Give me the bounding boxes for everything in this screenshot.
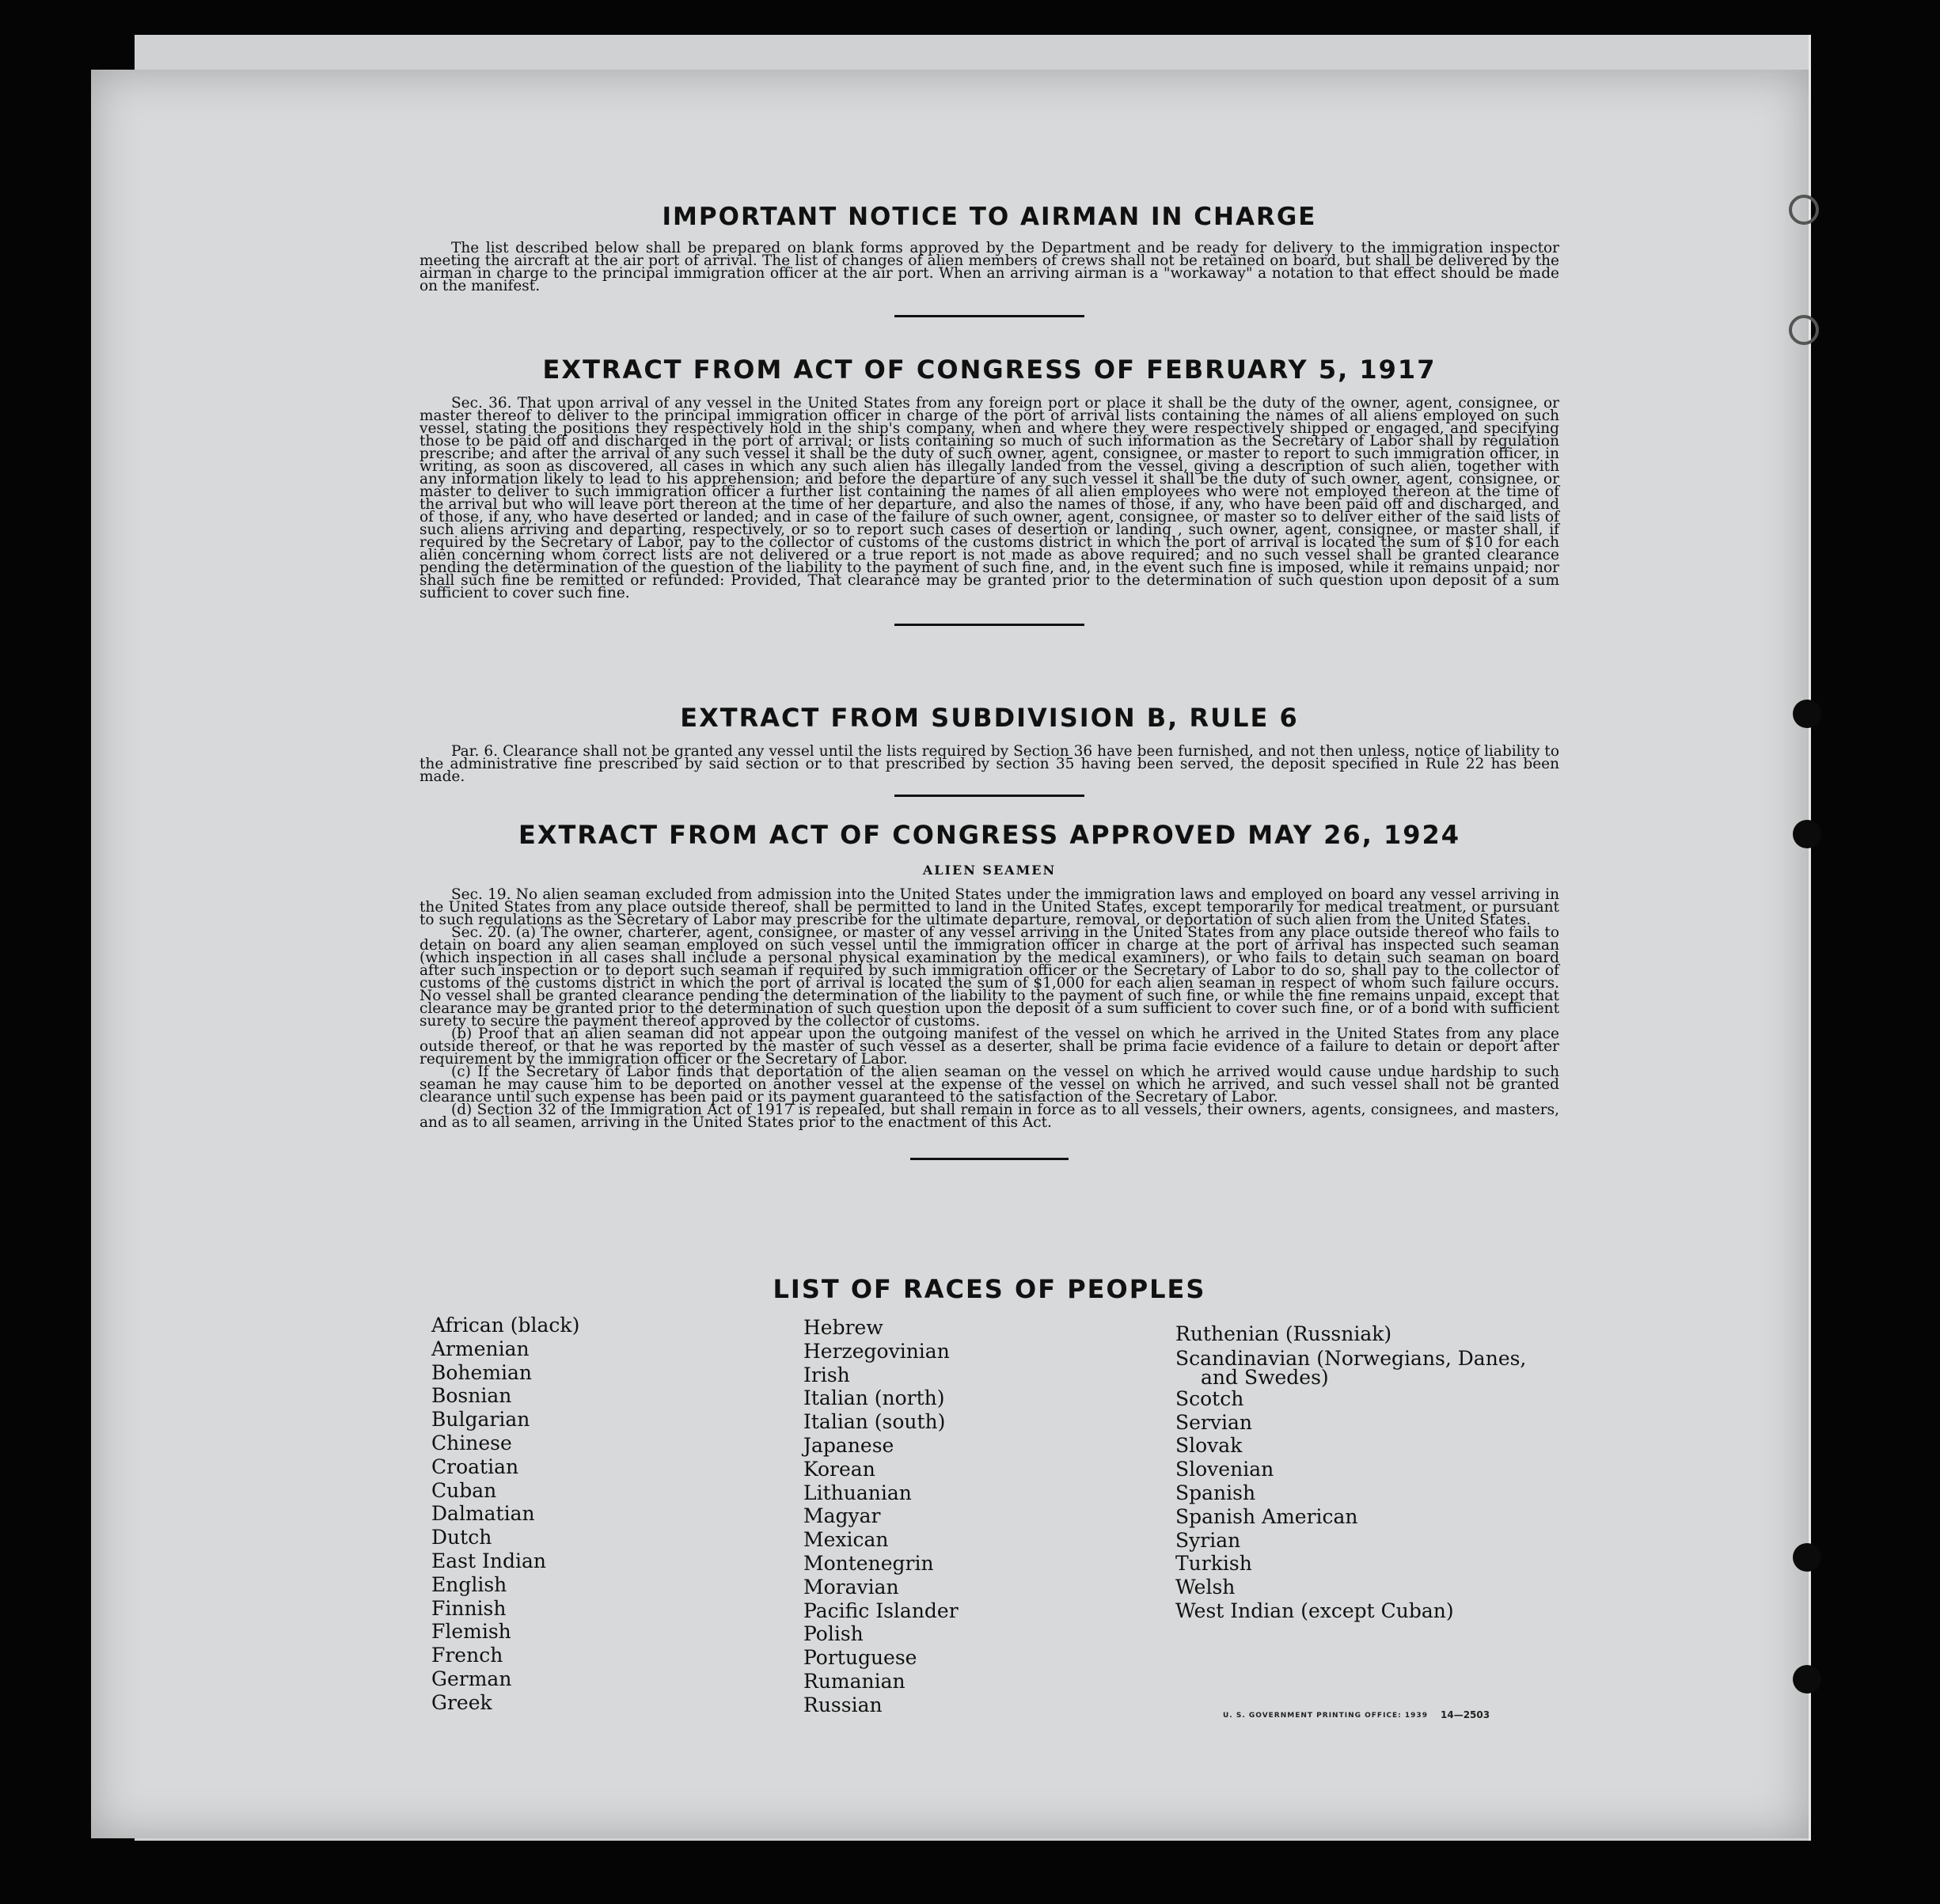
race-item: Greek — [431, 1690, 492, 1714]
races-column-2 — [803, 1316, 959, 1717]
race-item: African (black) — [431, 1314, 580, 1337]
notice-title: IMPORTANT NOTICE TO AIRMAN IN CHARGE — [662, 203, 1317, 231]
race-item: Irish — [803, 1363, 850, 1386]
race-item: Russian — [803, 1693, 883, 1716]
race-item: Bosnian — [431, 1384, 512, 1408]
race-item: Armenian — [431, 1337, 530, 1360]
divider — [910, 1158, 1069, 1160]
subdivision-b-text: Par. 6. Clearance shall not be granted any vessel until the lists required by Section 36 have been furnished, and not then unless, notice of liability to the administrative fine prescribed by said section or to that prescribed by section 35 having been served, the deposit specified in Rule 22 has been made. — [420, 743, 1559, 785]
race-item: Scotch — [1175, 1386, 1244, 1410]
races-column-3-rest — [1175, 1387, 1526, 1623]
subdivision-b-section — [420, 703, 1559, 797]
race-item: East Indian — [431, 1549, 546, 1572]
extract-1924-title: EXTRACT FROM ACT OF CONGRESS APPROVED MAY 26, 1924 — [518, 820, 1461, 850]
race-item: Mexican — [803, 1528, 889, 1552]
subdivision-b-title: EXTRACT FROM SUBDIVISION B, RULE 6 — [680, 703, 1299, 733]
race-item: Slovenian — [1175, 1458, 1274, 1481]
race-item: English — [431, 1572, 507, 1596]
race-item: Cuban — [431, 1478, 497, 1502]
race-item: Chinese — [431, 1431, 512, 1455]
race-item: Bohemian — [431, 1360, 533, 1384]
race-item: Welsh — [1175, 1576, 1236, 1599]
race-item: Scandinavian (Norwegians, Danes, — [1175, 1346, 1527, 1370]
races-section — [420, 1274, 1559, 1304]
races-column-1 — [431, 1314, 579, 1715]
races-title: LIST OF RACES OF PEOPLES — [773, 1274, 1206, 1304]
race-item: Italian (north) — [803, 1386, 945, 1410]
extract-1924-section — [420, 820, 1559, 1184]
race-item: Spanish — [1175, 1481, 1256, 1504]
punch-hole — [1793, 1665, 1821, 1693]
race-item: Italian (south) — [803, 1410, 946, 1434]
extract-1917-text: Sec. 36. That upon arrival of any vessel in the United States from any foreign port or place it shall be the duty of the owner, agent, consignee, or master thereof to deliver to the principal immigration officer in charge of the port of arrival lists containing the names of all aliens employed on such vessel, stating the positions they respectively hold in the ship's company, when and where they were respectively shipped or engaged, and specifying those to be paid off and discharged in the port of arrival; or lists containing so much of such information as the Secretary of Labor shall by regulation prescribe; and after the arrival of any such vessel it shall be the duty of such owner, agent, consignee, or master to report to such immigration officer, in writing, as soon as discovered, all cases in which any such alien has illegally landed from the vessel, giving a description of such alien, together with any information likely to lead to his apprehension; and before the departure of any such vessel it shall be the duty of such owner, agent, consignee, or master to deliver to such immigration officer a further list containing the names of all alien employees who were not employed thereon at the time of the arrival but who will leave port thereon at the time of her departure, and also the names of those, if any, who have been paid off and discharged, and of those, if any, who have deserted or landed; and in case of the failure of such owner, agent, consignee, or master so to deliver either of the said lists of such aliens arriving and departing, respectively, or so to report such cases of desertion or landing , such owner, agent, consignee, or master shall, if required by the Secretary of Labor, pay to the collector of customs of the customs district in which the port of arrival is located the sum of $10 for each alien concerning whom correct lists are not delivered or a true report is not made as above required; and no such vessel shall be granted clearance pending the determination of the question of the liability to the payment of such fine, and, in the event such fine is imposed, while it remains unpaid; nor shall such fine be remitted or refunded: Provided, That clearance may be granted prior to the determination of such question upon deposit of a sum sufficient to cover such fine. — [420, 395, 1559, 601]
races-column-3 — [1175, 1322, 1526, 1623]
race-item: Polish — [803, 1622, 864, 1646]
race-item: Rumanian — [803, 1669, 905, 1693]
race-item: Herzegovinian — [803, 1339, 950, 1363]
race-item: Croatian — [431, 1455, 519, 1478]
printer-line: U. S. GOVERNMENT PRINTING OFFICE: 1939 — [1223, 1712, 1428, 1720]
alien-seamen-subtitle: ALIEN SEAMEN — [922, 863, 1057, 878]
punch-hole — [1793, 1543, 1821, 1572]
race-item: Bulgarian — [431, 1408, 530, 1432]
race-item: Dutch — [431, 1526, 492, 1549]
sec-19-text: Sec. 19. No alien seaman excluded from admission into the United States under the immigration laws and employed on board any vessel arriving in the United States from any place outside thereof, shall be permitted to land in the United States, except temporarily for medical treatment, or pursuant to such regulations as the Secretary of Labor may prescribe for the ultimate departure, removal, or deportation of such alien from the United States. — [420, 886, 1559, 928]
notice-section — [420, 203, 1559, 341]
race-item: Dalmatian — [431, 1502, 535, 1526]
race-item: Servian — [1175, 1410, 1252, 1434]
divider — [894, 315, 1084, 317]
divider — [894, 624, 1084, 626]
race-item: Turkish — [1175, 1552, 1252, 1576]
race-item: French — [431, 1644, 503, 1667]
race-item: Montenegrin — [803, 1551, 934, 1575]
race-item: Slovak — [1175, 1434, 1243, 1458]
race-item: West Indian (except Cuban) — [1175, 1599, 1454, 1622]
sec-20b-text: (b) Proof that an alien seaman did not appear upon the outgoing manifest of the vessel on which he arrived in the United States from any place outside thereof, or that he was reported by the master of such vessel as a deserter, shall be prima facie evidence of a failure to detain or deport after requirement by the immigration officer or the Secretary of Labor. — [420, 1026, 1559, 1068]
sec-20a-text: Sec. 20. (a) The owner, charterer, agent, consignee, or master of any vessel arriving in the United States from any place outside thereof who fails to detain on board any alien seaman employed on such vessel until the immigration officer in charge at the port of arrival has inspected such seaman (which inspection in all cases shall include a personal physical examination by the medical examiners), or who fails to detain such seaman on board after such inspection or to deport such seaman if required by such immigration officer or the Secretary of Labor to do so, shall pay to the collector of customs of the customs district in which the port of arrival is located the sum of $1,000 for each alien seaman in respect of whom such failure occurs. No vessel shall be granted clearance pending the determination of the liability to the payment of such fine, or while the fine remains unpaid, except that clearance may be granted prior to the determination of such question upon the deposit of a sum sufficient to cover such fine, or of a bond with sufficient surety to secure the payment thereof approved by the collector of customs. — [420, 924, 1559, 1030]
race-item: Lithuanian — [803, 1481, 912, 1504]
race-item: Pacific Islander — [803, 1599, 959, 1622]
races-list — [431, 1314, 1587, 1741]
punch-hole — [1793, 700, 1821, 728]
divider — [894, 795, 1084, 797]
extract-1917-section — [420, 355, 1559, 650]
form-number: 14—2503 — [1441, 1709, 1490, 1720]
punch-hole — [1793, 820, 1821, 848]
punch-hole — [1789, 195, 1819, 225]
race-item: Finnish — [431, 1596, 507, 1620]
extract-1917-title: EXTRACT FROM ACT OF CONGRESS OF FEBRUARY 5, 1917 — [542, 355, 1437, 385]
race-item-continuation: and Swedes) — [1201, 1365, 1329, 1389]
race-item: Portuguese — [803, 1646, 917, 1670]
race-item: Moravian — [803, 1575, 899, 1599]
race-item: Flemish — [431, 1620, 511, 1644]
race-item: Syrian — [1175, 1528, 1241, 1552]
race-item: German — [431, 1667, 512, 1690]
sec-20d-text: (d) Section 32 of the Immigration Act of 1917 is repealed, but shall remain in force as to all vessels, their owners, agents, consignees, and masters, and as to all seamen, arriving in the United States prior to the enactment of this Act. — [420, 1102, 1559, 1131]
race-item: Japanese — [803, 1433, 894, 1457]
punch-hole — [1789, 315, 1819, 345]
race-item: Korean — [803, 1457, 875, 1481]
race-item: Spanish American — [1175, 1504, 1358, 1528]
race-item: Hebrew — [803, 1316, 883, 1339]
sec-20c-text: (c) If the Secretary of Labor finds that deportation of the alien seaman on the vessel on which he arrived would cause undue hardship to such seaman he may cause him to be deported on another vessel at the expense of the vessel on which he arrived, and such vessel shall not be granted clearance until such expense has been paid or its payment guaranteed to the satisfaction of the Secretary of Labor. — [420, 1064, 1559, 1106]
race-item: Ruthenian (Russniak) — [1175, 1322, 1392, 1345]
race-item: Magyar — [803, 1504, 881, 1528]
notice-text: The list described below shall be prepared on blank forms approved by the Department and be ready for delivery to the immigration inspector meeting the aircraft at the air port of arrival. The list of changes of alien members of crews shall not be retained on board, but shall be delivered by the airman in charge to the principal immigration officer at the air port. When an arriving airman is a "workaway" a notation to that effect should be made on the manifest. — [420, 240, 1559, 294]
